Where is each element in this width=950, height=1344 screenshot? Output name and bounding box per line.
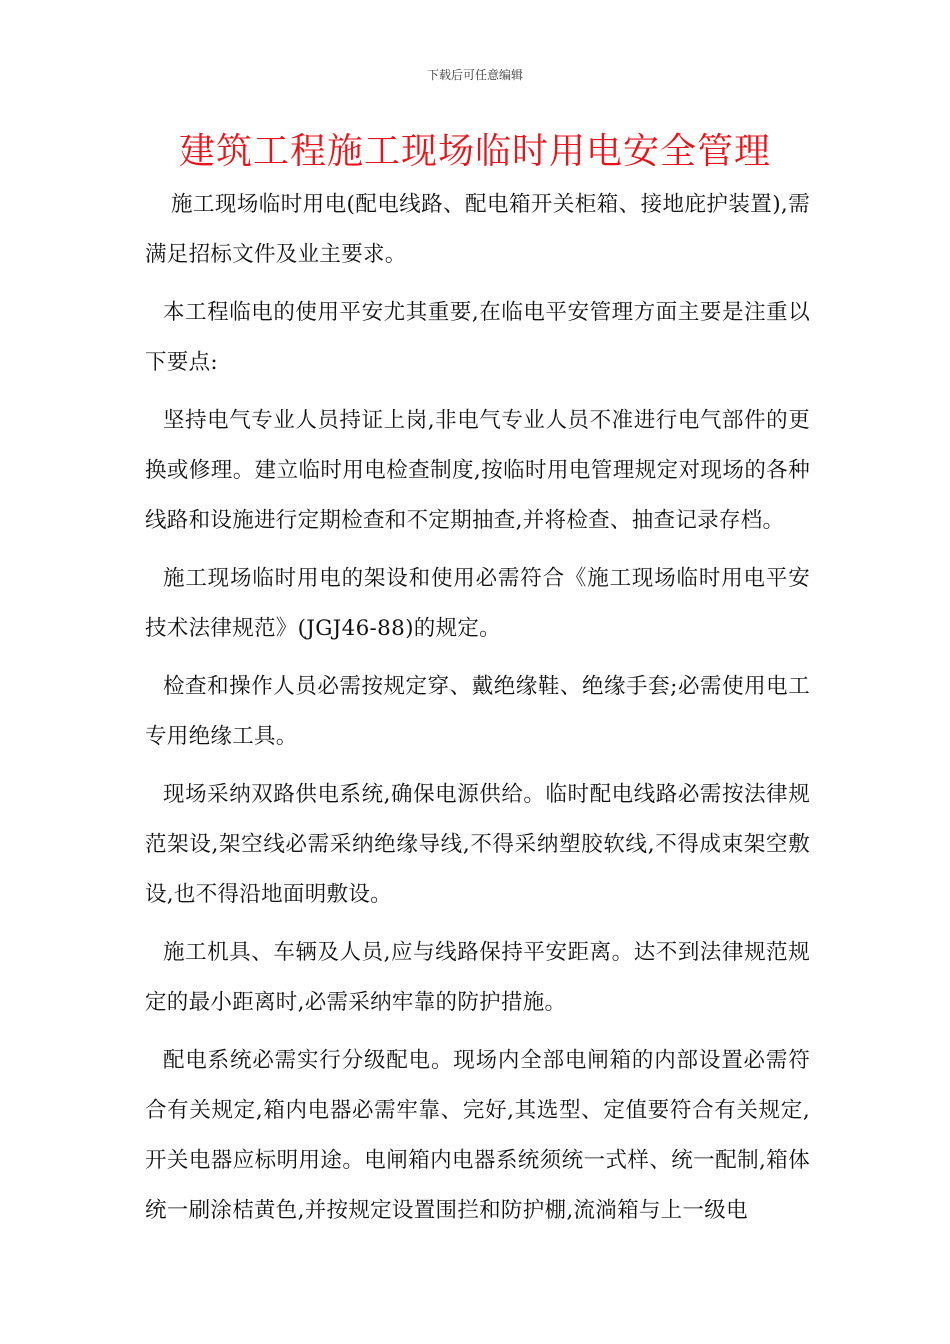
header-note: 下载后可任意编辑 xyxy=(426,68,523,82)
document-title: 建筑工程施工现场临时用电安全管理 xyxy=(178,131,771,172)
paragraph-2: 本工程临电的使用平安尤其重要,在临电平安管理方面主要是注重以下要点: xyxy=(145,300,810,375)
paragraph-7: 施工机具、车辆及人员,应与线路保持平安距离。达不到法律规范规定的最小距离时,必需采纳牢靠的防护措施。 xyxy=(145,940,810,1015)
paragraph-1: 施工现场临时用电(配电线路、配电箱开关柜箱、接地庇护装置),需满足招标文件及业主要求。 xyxy=(145,192,810,267)
paragraph-4: 施工现场临时用电的架设和使用必需符合《施工现场临时用电平安技术法律规范》(JGJ46-88)的规定。 xyxy=(145,566,810,641)
paragraph-5: 检查和操作人员必需按规定穿、戴绝缘鞋、绝缘手套;必需使用电工专用绝缘工具。 xyxy=(145,674,810,749)
document-body xyxy=(145,180,810,1244)
paragraph-6: 现场采纳双路供电系统,确保电源供给。临时配电线路必需按法律规范架设,架空线必需采纳绝缘导线,不得采纳塑胶软线,不得成束架空敷设,也不得沿地面明敷设。 xyxy=(145,782,810,907)
paragraph-8: 配电系统必需实行分级配电。现场内全部电闸箱的内部设置必需符合有关规定,箱内电器必需牢靠、完好,其选型、定值要符合有关规定,开关电器应标明用途。电闸箱内电器系统须统一式样、统一配制,箱体统一刷涂桔黄色,并按规定设置围拦和防护棚,流淌箱与上一级电 xyxy=(145,1048,810,1223)
paragraph-3: 坚持电气专业人员持证上岗,非电气专业人员不准进行电气部件的更换或修理。建立临时用电检查制度,按临时用电管理规定对现场的各种线路和设施进行定期检查和不定期抽查,并将检查、抽查记录存档。 xyxy=(145,408,810,533)
